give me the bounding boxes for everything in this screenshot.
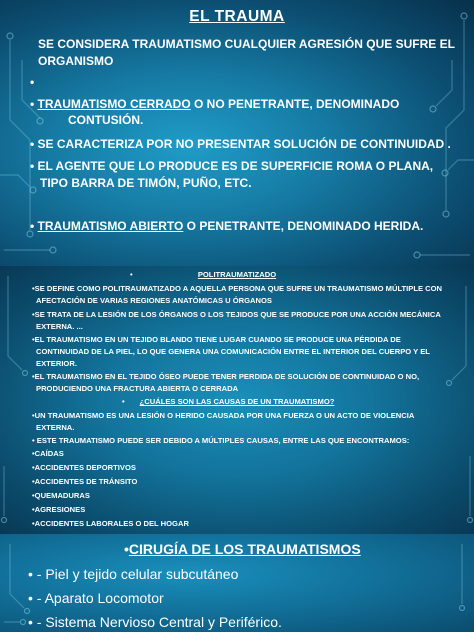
slide-el-trauma [0,0,474,266]
bullet-agente-line1: • EL AGENTE QUE LO PRODUCE ES DE SUPERFICIE ROMA O PLANA, [30,159,434,173]
paragraph-tejido-blando-l3: EXTERIOR. [36,359,77,368]
bullet-agente-line2: TIPO BARRA DE TIMÓN, PUÑO, ETC. [40,176,252,190]
list-item-locomotor: • - Aparato Locomotor [28,590,164,606]
slide-cirugia [0,534,474,632]
question-heading: ¿CUÁLES SON LAS CAUSAS DE UN TRAUMATISMO? [139,397,335,406]
bullet-mark: • [122,397,125,406]
term-traumatismo-abierto: TRAUMATISMO ABIERTO [37,219,184,233]
paragraph-definicion-l2: AFECTACIÓN DE VARIAS REGIONES ANATÓMICAS U ÓRGANOS [36,296,272,305]
bullet-mark: • [30,97,35,111]
paragraph-lesion-l2: EXTERNA. ... [36,322,83,331]
slide-title: EL TRAUMA [189,8,285,25]
bullet-mark: • [30,219,35,233]
term-rest: O PENETRANTE, DENOMINADO HERIDA. [183,219,424,233]
paragraph-tejido-oseo-l2: PRODUCIENDO UNA FRACTURA ABIERTA O CERRADA [36,384,239,393]
heading-text: CIRUGÍA DE LOS TRAUMATISMOS [128,541,361,557]
paragraph-multiples-causas: • ESTE TRAUMATISMO PUEDE SER DEBIDO A MÚLTIPLES CAUSAS, ENTRE LAS QUE ENCONTRAMOS: [32,436,410,445]
list-item-cause: •ACCIDENTES LABORALES O DEL HOGAR [32,519,189,528]
bullet-contusion: CONTUSIÓN. [68,113,144,127]
paragraph-tejido-blando-l1: •EL TRAUMATISMO EN UN TEJIDO BLANDO TIENE LUGAR CUANDO SE PRODUCE UNA PÉRDIDA DE [32,335,401,344]
bullet-traumatismo-abierto [30,218,470,235]
term-traumatismo-cerrado: TRAUMATISMO CERRADO [37,97,191,111]
list-item-cause: •CAÍDAS [32,449,64,458]
slide-politraumatizado [0,266,474,534]
section-heading-cirugia [124,540,361,558]
intro-text: SE CONSIDERA TRAUMATISMO CUALQUIER AGRESIÓN QUE SUFRE EL ORGANISMO [38,37,455,68]
list-item-cause: •AGRESIONES [32,505,86,514]
empty-bullet: • [30,75,35,89]
paragraph-definicion-l1: •SE DEFINE COMO POLITRAUMATIZADO A AQUELLA PERSONA QUE SUFRE UN TRAUMATISMO MÚLTIPLE CON [32,284,443,293]
bullet-traumatismo-cerrado [30,96,460,113]
term-rest: O NO PENETRANTE, DENOMINADO [190,97,400,111]
bullet-solucion-continuidad: • SE CARACTERIZA POR NO PRESENTAR SOLUCIÓN DE CONTINUIDAD . [30,137,451,151]
list-item-cause: •ACCIDENTES DEPORTIVOS [32,463,136,472]
paragraph-lesion-l1: •SE TRATA DE LA LESIÓN DE LOS ÓRGANOS O LOS TEJIDOS QUE SE PRODUCE POR UNA ACCIÓN MECÁNICA [32,310,441,319]
bullet-mark: • [124,541,129,557]
list-item-cause: •ACCIDENTES DE TRÁNSITO [32,477,138,486]
list-item-sistema-nervioso: • - Sistema Nervioso Central y Periférico. [28,614,282,630]
paragraph-tejido-oseo-l1: •EL TRAUMATISMO EN EL TEJIDO ÓSEO PUEDE TENER PERDIDA DE SOLUCIÓN DE CONTINUIDAD O NO, [32,372,420,381]
paragraph-causa-l2: EXTERNA. [36,423,75,432]
list-item-piel: • - Piel y tejido celular subcutáneo [28,566,239,582]
bullet-mark: • [130,270,133,279]
paragraph-causa-l1: •UN TRAUMATISMO ES UNA LESIÓN O HERIDO CAUSADA POR UNA FUERZA O UN ACTO DE VIOLENCIA [32,411,415,420]
paragraph-tejido-blando-l2: CONTINUIDAD DE LA PIEL, LO QUE GENERA UNA COMUNICACIÓN ENTRE EL INTERIOR DEL CUERPO Y EL [36,347,430,356]
section-heading-politraumatizado: POLITRAUMATIZADO [197,270,277,279]
list-item-cause: •QUEMADURAS [32,491,90,500]
